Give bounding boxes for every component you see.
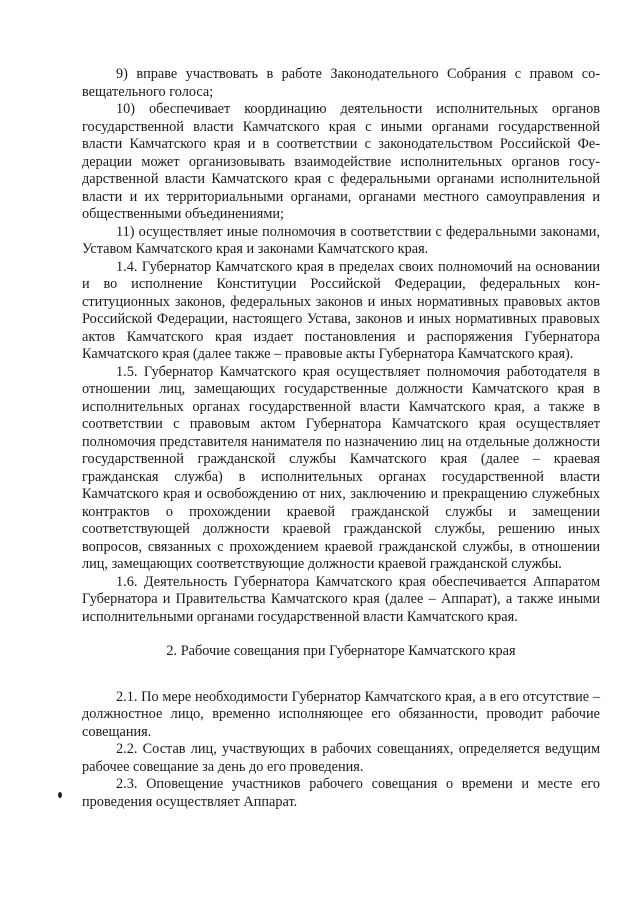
paragraph-2-1: 2.1. По мере необходимости Губернатор Камчатского края, а в его отсутствие – должностное лицо, временно исполняющее его обязанности, проводит рабочие совещания.	[82, 688, 600, 740]
paragraph-2-3: 2.3. Оповещение участников рабочего совещания о времени и месте его проведения осуществляет Аппарат.	[82, 776, 600, 810]
paragraph-item-9: 9) вправе участвовать в работе Законодательного Собрания с правом совещательного голоса;	[82, 66, 600, 100]
paragraph-item-10: 10) обеспечивает координацию деятельности исполнительных органов государственной власти Камчатского края с иными органами государственной власти Камчатского края и в соответствии с законодательством Российской Федерации может организовывать взаимодействие исполнительных органов государственной власти Камчатского края с федеральными органами исполнительной власти и их территориальными органами, органами местного самоуправления и общественными объединениями;	[82, 101, 600, 222]
document-body	[82, 66, 600, 811]
paragraph-1-5: 1.5. Губернатор Камчатского края осуществляет полномочия работодателя в отношении лиц, замещающих государственные должности Камчатского края в исполнительных органах государственной власти Камчатского края, а также в соответствии с правовым актом Губернатора Камчатского края осуществляет полномочия представителя нанимателя по назначению лиц на отдельные должности государственной гражданской службы Камчатского края (далее – краевая гражданская служба) в исполнительных органах государственной власти Камчатского края и освобождению от них, заключению и прекращению служебных контрактов о прохождении краевой гражданской службы и замещении соответствующей должности краевой гражданской службы, решению иных вопросов, связанных с прохождением краевой гражданской службы, в отношении лиц, замещающих соответствующие должности краевой гражданской службы.	[82, 363, 600, 572]
paragraph-1-4: 1.4. Губернатор Камчатского края в пределах своих полномочий на основании и во исполнение Конституции Российской Федерации, федеральных конституционных законов, федеральных законов и иных нормативных правовых актов Российской Федерации, настоящего Устава, законов и иных нормативных правовых актов Камчатского края издает постановления и распоряжения Губернатора Камчатского края (далее также – правовые акты Губернатора Камчатского края).	[82, 258, 600, 362]
section-heading: 2. Рабочие совещания при Губернаторе Камчатского края	[166, 643, 516, 659]
paragraph-item-11: 11) осуществляет иные полномочия в соответствии с федеральными законами, Уставом Камчатского края и законами Камчатского края.	[82, 223, 600, 257]
scan-dot-mark	[58, 792, 62, 798]
paragraph-1-6: 1.6. Деятельность Губернатора Камчатского края обеспечивается Аппаратом Губернатора и Правительства Камчатского края (далее – Аппарат), а также иными исполнительными органами государственной власти Камчатского края.	[82, 573, 600, 625]
paragraph-2-2: 2.2. Состав лиц, участвующих в рабочих совещаниях, определяется ведущим рабочее совещание за день до его проведения.	[82, 741, 600, 775]
